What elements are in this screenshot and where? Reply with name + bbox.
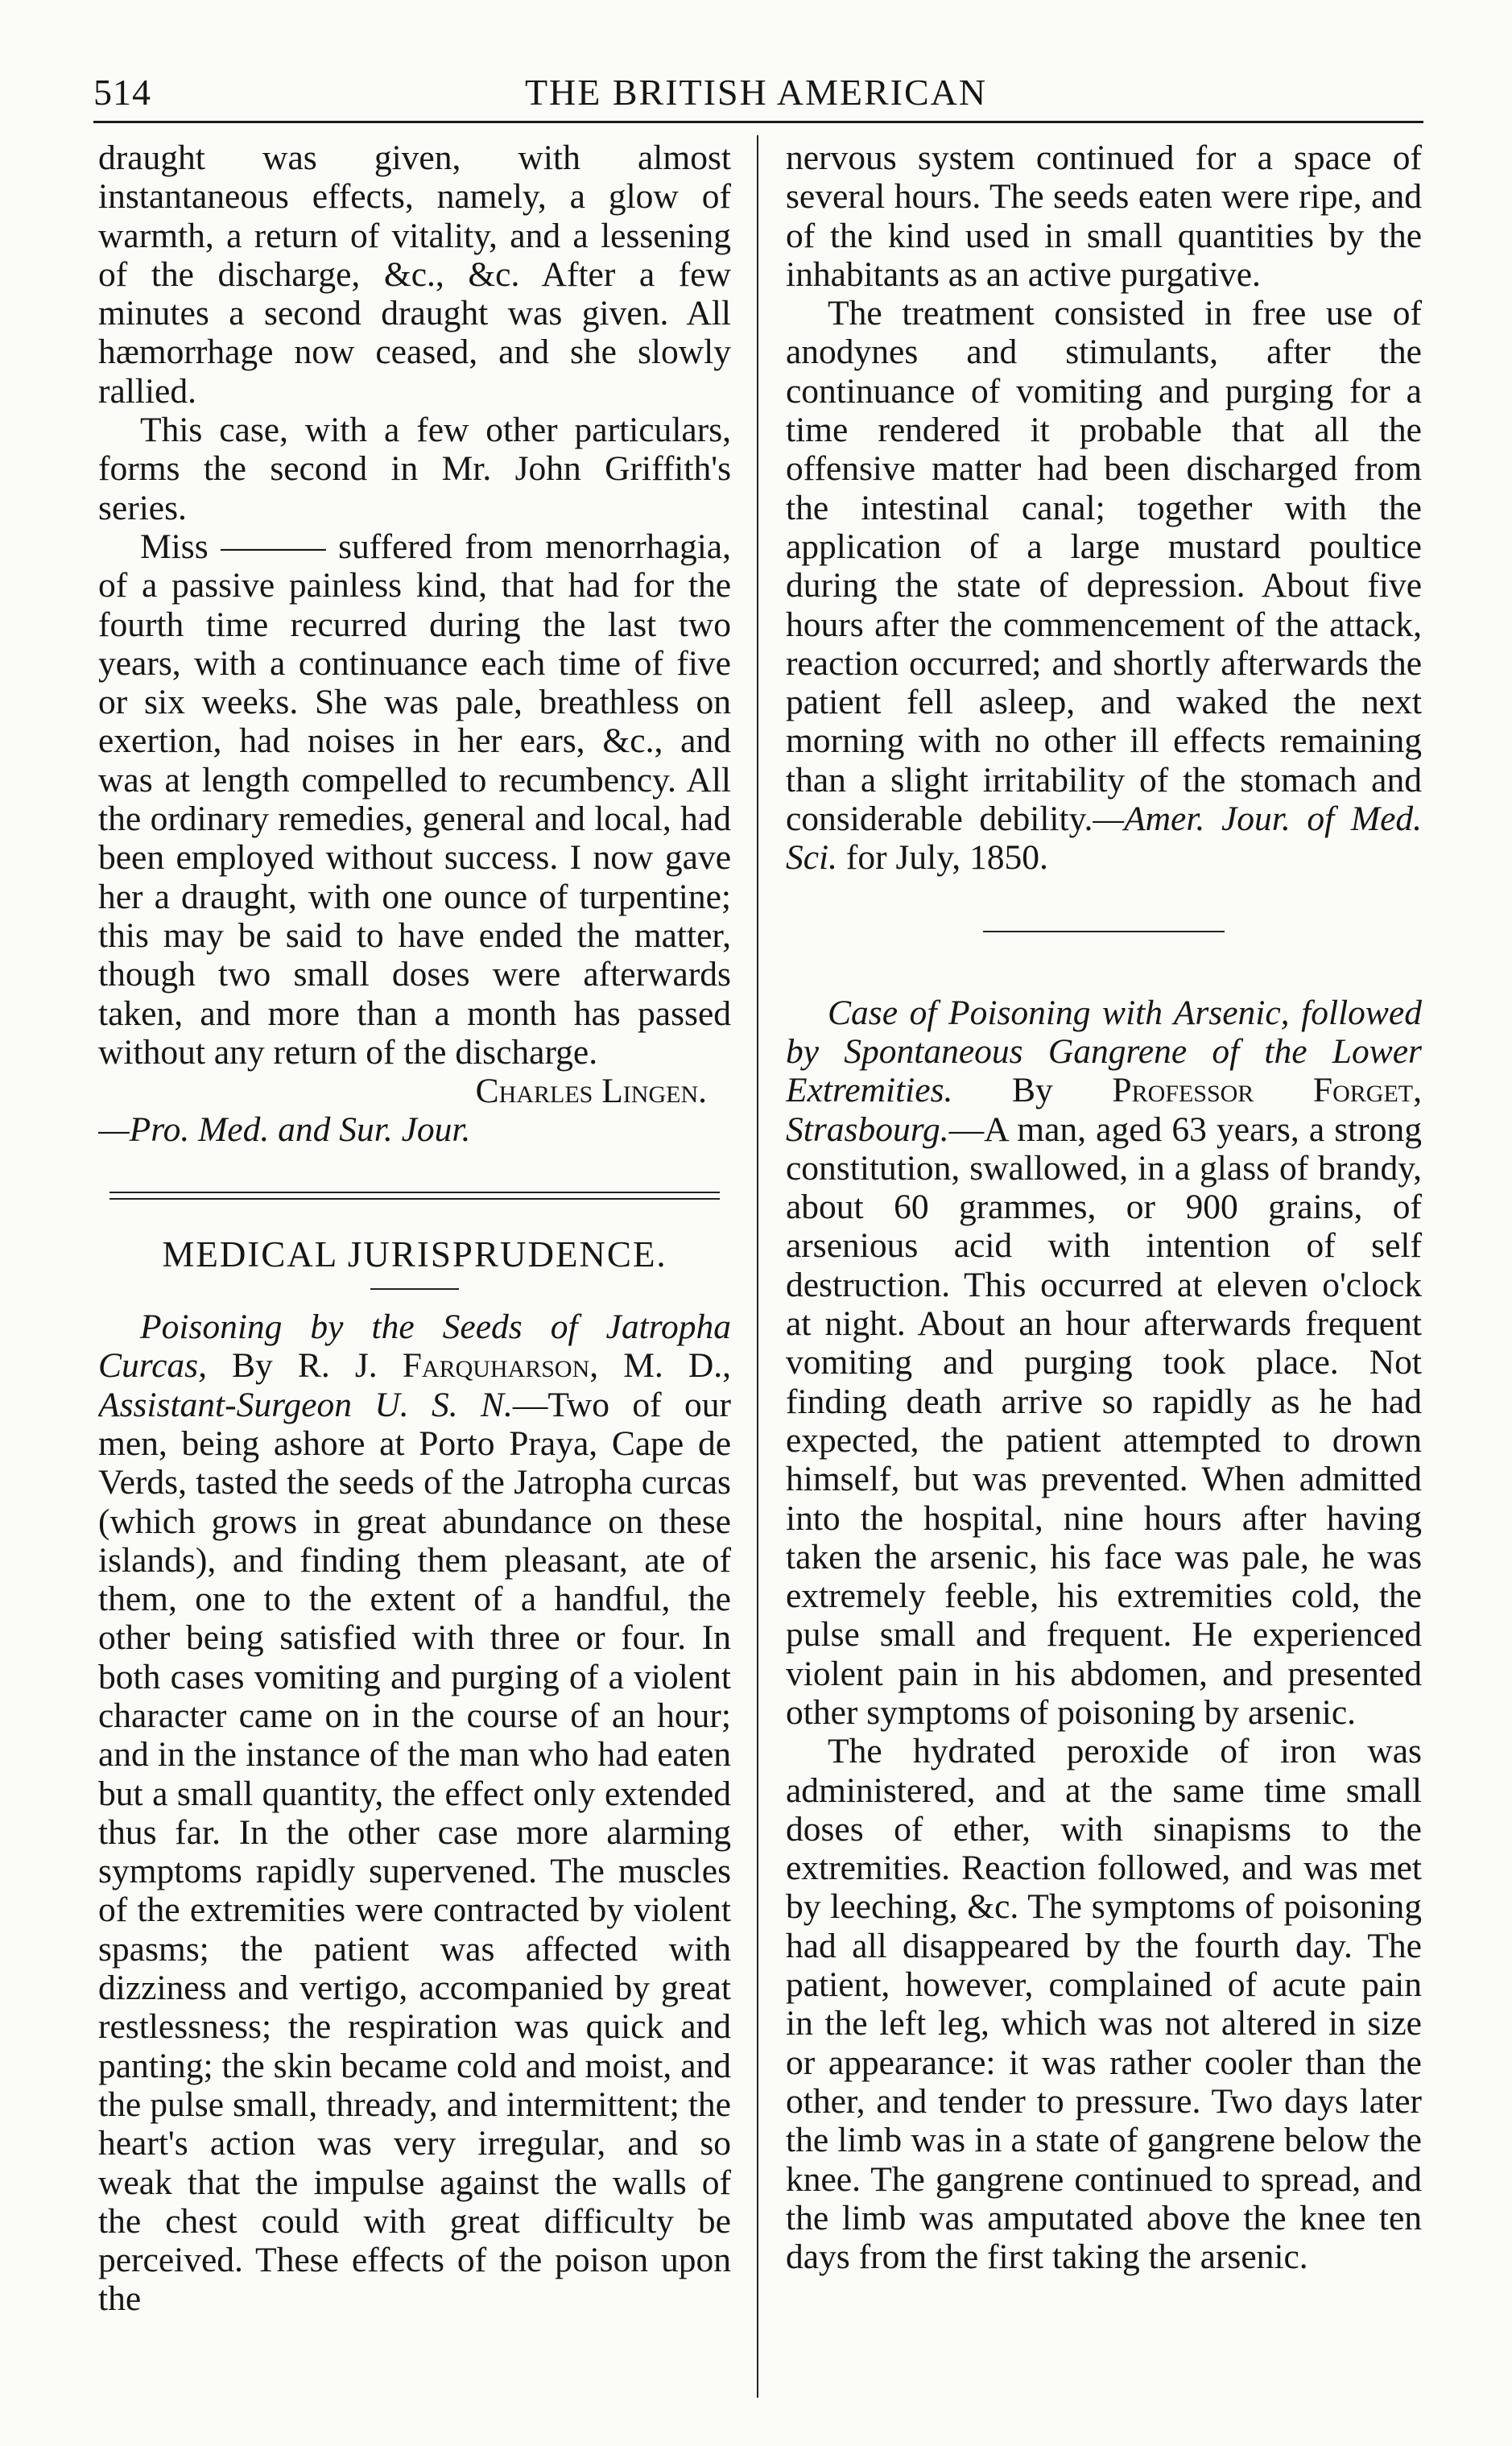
section-title: MEDICAL JURISPRUDENCE. — [162, 1233, 667, 1275]
continued-paragraph: draught was given, with almost instantaneous effects, namely, a glow of warmth, a return of vitality, and a lessening of the discharge, &c., &c. After a few minutes a second draught was given. All hæmorrhage now ceased, and she slowly rallied. — [98, 138, 731, 411]
right-column — [786, 138, 1422, 2409]
paragraph-peroxide: The hydrated peroxide of iron was administered, and at the same time small doses of ether, with sinapisms to the extremities. Reaction followed, and was met by leeching, &c. The symptoms of poisoning had all disappeared by the fourth day. The patient, however, complained of acute pain in the left leg, which was not altered in size or appearance: it was rather cooler than the other, and tender to pressure. Two days later the limb was in a state of gangrene below the knee. The gangrene continued to spread, and the limb was amputated above the knee ten days from the first taking the arsenic. — [786, 1732, 1422, 2277]
article-jatropha — [98, 1308, 731, 2319]
source-citation-amer: —Amer. Jour. of Med. Sci. — [786, 799, 1422, 878]
page-number: 514 — [93, 72, 151, 113]
article-divider — [983, 931, 1225, 932]
paragraph-series: This case, with a few other particulars, forms the second in Mr. John Griffith's series. — [98, 411, 731, 527]
article-jatropha-author: R. J. Farquharson, — [297, 1346, 599, 1386]
author-degree: M. D., — [598, 1346, 731, 1386]
continued-paragraph-right: nervous system continued for a space of several hours. The seeds eaten were ripe, and of the kind used in small quantities by the inhabitants as an active purgative. — [786, 138, 1422, 294]
article-jatropha-title: Poisoning by the Seeds of Jatropha Curcas, — [98, 1308, 731, 1386]
article-arsenic-body: —A man, aged 63 years, a strong constitution, swallowed, in a glass of brandy, about 60 grammes, or 900 grains, of arsenious acid with intention of self destruction. This occurred at eleven o'clock at night. About an hour afterwards frequent vomiting and purging took place. Not finding death arrive so rapidly as he had expected, the patient attempted to drown himself, but was prevented. When admitted into the hospital, nine hours after having taken the arsenic, his face was pale, he was extremely feeble, his extremities cold, the pulse small and frequent. He experienced violent pain in his abdomen, and presented other symptoms of poisoning by arsenic. — [786, 1109, 1422, 1732]
byline-by: By — [952, 1071, 1113, 1110]
header-rule — [93, 121, 1423, 123]
source-citation-text: —Pro. Med. and Sur. Jour. — [98, 1110, 471, 1150]
article-arsenic-author: Professor Forget, — [1112, 1071, 1422, 1110]
paragraph-treatment-text: The treatment consisted in free use of anodynes and stimulants, after the continuance of vomiting and purging for a time rendered it probable that all the offensive matter had been discharged from the intestinal canal; together with the application of a large mustard poultice during the state of depression. About five hours after the commencement of the attack, reaction occurred; and shortly afterwards the patient fell asleep, and waked the next morning with no other ill effects remaining than a slight irritability of the stomach and considerable debility. — [786, 294, 1422, 839]
paragraph-miss-case: Miss ——— suffered from menorrhagia, of a passive painless kind, that had for the fourth time recurred during the last two years, with a continuance each time of five or six weeks. She was pale, breathless on exertion, had noises in her ears, &c., and was at length compelled to recumbency. All the ordinary remedies, general and local, had been employed without success. I now gave her a draught, with one ounce of turpentine; this may be said to have ended the matter, though two small doses were afterwards taken, and more than a month has passed without any return of the discharge. — [98, 527, 731, 1072]
source-date: for July, 1850. — [837, 838, 1048, 878]
article-jatropha-affiliation: Assistant-Surgeon U. S. N. — [98, 1385, 513, 1424]
article-arsenic — [786, 994, 1422, 1733]
article-arsenic-title: Case of Poisoning with Arsenic, followed by Spontaneous Gangrene of the Lower Extremities. — [786, 993, 1422, 1110]
signature: Charles Lingen. — [475, 1072, 707, 1111]
source-citation — [98, 1110, 731, 1149]
section-divider — [109, 1192, 720, 1200]
left-column — [98, 138, 731, 2409]
column-divider — [757, 135, 758, 2398]
byline-by: By — [206, 1346, 298, 1386]
running-head: THE BRITISH AMERICAN — [524, 72, 988, 113]
article-jatropha-body: —Two of our men, being ashore at Porto Praya, Cape de Verds, tasted the seeds of the Jatropha curcas (which grows in great abundance on these islands), and finding them pleasant, ate of them, one to the extent of a handful, the other being satisfied with three or four. In both cases vomiting and purging of a violent character came on in the course of an hour; and in the instance of the man who had eaten but a small quantity, the effect only extended thus far. In the other case more alarming symptoms rapidly supervened. The muscles of the extremities were contracted by violent spasms; the patient was affected with dizziness and vertigo, accompanied by great restlessness; the respiration was quick and panting; the skin became cold and moist, and the pulse small, thready, and intermittent; the heart's action was very irregular, and so weak that the impulse against the walls of the chest could with great difficulty be perceived. These effects of the poison upon the — [98, 1385, 731, 2319]
article-arsenic-place: Strasbourg. — [786, 1109, 949, 1149]
title-rule — [370, 1288, 459, 1290]
paragraph-treatment — [786, 294, 1422, 877]
